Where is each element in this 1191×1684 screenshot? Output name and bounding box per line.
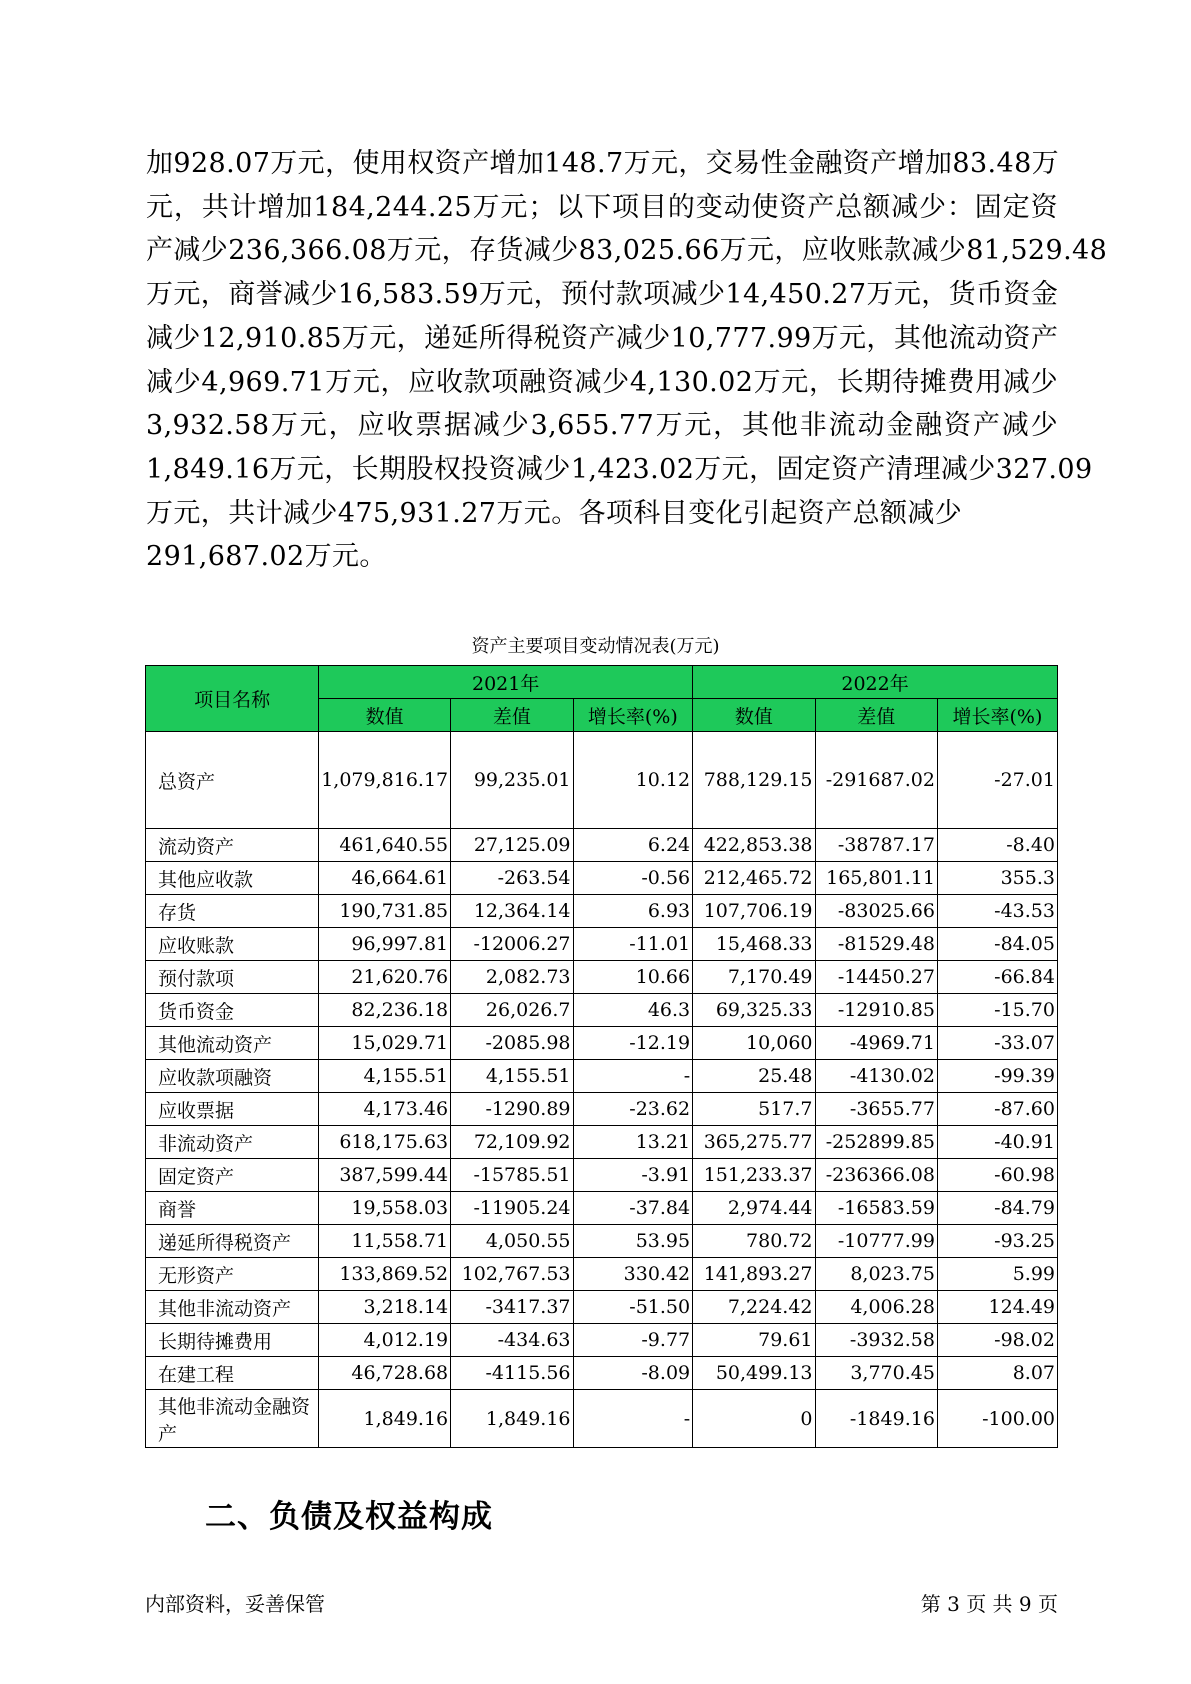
header-growth-rate: 增长率(%): [573, 699, 693, 732]
row-cell: -14450.27: [815, 961, 937, 994]
row-cell: 517.7: [693, 1093, 815, 1126]
table-row: [146, 829, 1058, 862]
row-cell: 4,012.19: [319, 1324, 451, 1357]
row-cell: -4969.71: [815, 1027, 937, 1060]
row-cell: 79.61: [693, 1324, 815, 1357]
row-cell: 10.12: [573, 732, 693, 829]
row-cell: 212,465.72: [693, 862, 815, 895]
row-cell: -87.60: [937, 1093, 1057, 1126]
row-cell: -16583.59: [815, 1192, 937, 1225]
row-cell: -93.25: [937, 1225, 1057, 1258]
row-cell: -40.91: [937, 1126, 1057, 1159]
row-cell: 99,235.01: [451, 732, 573, 829]
table-row: [146, 1357, 1058, 1390]
row-cell: -8.09: [573, 1357, 693, 1390]
row-item-name: 其他应收款: [146, 862, 319, 895]
body-paragraph: [146, 142, 1108, 579]
row-cell: 15,029.71: [319, 1027, 451, 1060]
paragraph-line: 万元，商誉减少16,583.59万元，预付款项减少14,450.27万元，货币资金: [146, 279, 1059, 311]
row-cell: 1,849.16: [451, 1390, 573, 1448]
row-item-name: 应收款项融资: [146, 1060, 319, 1093]
row-cell: 19,558.03: [319, 1192, 451, 1225]
table-body: [146, 732, 1058, 1448]
row-item-name: 固定资产: [146, 1159, 319, 1192]
row-item-name: 存货: [146, 895, 319, 928]
row-cell: 3,218.14: [319, 1291, 451, 1324]
table-row: [146, 1324, 1058, 1357]
row-item-name: 总资产: [146, 732, 319, 829]
paragraph-line: 1,849.16万元，长期股权投资减少1,423.02万元，固定资产清理减少327.09: [146, 453, 1093, 485]
row-cell: -10777.99: [815, 1225, 937, 1258]
paragraph-line: 291,687.02万元。: [146, 541, 387, 573]
asset-changes-table: [145, 665, 1058, 1448]
row-cell: 6.24: [573, 829, 693, 862]
paragraph-line: 3,932.58万元，应收票据减少3,655.77万元，其他非流动金融资产减少: [146, 410, 1058, 442]
row-cell: 4,173.46: [319, 1093, 451, 1126]
row-item-name: 非流动资产: [146, 1126, 319, 1159]
row-cell: -66.84: [937, 961, 1057, 994]
row-cell: -99.39: [937, 1060, 1057, 1093]
row-cell: 330.42: [573, 1258, 693, 1291]
row-cell: 3,770.45: [815, 1357, 937, 1390]
row-cell: 190,731.85: [319, 895, 451, 928]
row-cell: -3417.37: [451, 1291, 573, 1324]
row-cell: -4115.56: [451, 1357, 573, 1390]
row-cell: 355.3: [937, 862, 1057, 895]
header-value: 数值: [693, 699, 815, 732]
header-difference: 差值: [815, 699, 937, 732]
row-cell: 1,849.16: [319, 1390, 451, 1448]
row-cell: 4,155.51: [319, 1060, 451, 1093]
row-cell: 25.48: [693, 1060, 815, 1093]
row-item-name: 无形资产: [146, 1258, 319, 1291]
row-cell: -23.62: [573, 1093, 693, 1126]
row-cell: -100.00: [937, 1390, 1057, 1448]
row-cell: -4130.02: [815, 1060, 937, 1093]
row-cell: 15,468.33: [693, 928, 815, 961]
row-cell: -3932.58: [815, 1324, 937, 1357]
row-cell: 7,170.49: [693, 961, 815, 994]
table-row: [146, 994, 1058, 1027]
table-row: [146, 961, 1058, 994]
paragraph-line: 万元，共计减少475,931.27万元。各项科目变化引起资产总额减少: [146, 497, 963, 529]
row-cell: 82,236.18: [319, 994, 451, 1027]
paragraph-line: 加928.07万元，使用权资产增加148.7万元，交易性金融资产增加83.48万: [146, 148, 1060, 179]
row-cell: -38787.17: [815, 829, 937, 862]
row-item-name: 递延所得税资产: [146, 1225, 319, 1258]
row-item-name: 其他流动资产: [146, 1027, 319, 1060]
table-row: [146, 895, 1058, 928]
row-cell: 6.93: [573, 895, 693, 928]
row-cell: -81529.48: [815, 928, 937, 961]
row-cell: 46.3: [573, 994, 693, 1027]
row-cell: -: [573, 1390, 693, 1448]
table-row: [146, 732, 1058, 829]
row-cell: 96,997.81: [319, 928, 451, 961]
paragraph-line: 减少4,969.71万元，应收款项融资减少4,130.02万元，长期待摊费用减少: [146, 366, 1058, 398]
row-cell: -15785.51: [451, 1159, 573, 1192]
row-cell: -37.84: [573, 1192, 693, 1225]
row-cell: 10,060: [693, 1027, 815, 1060]
row-cell: 46,728.68: [319, 1357, 451, 1390]
table-row: [146, 1225, 1058, 1258]
table-row: [146, 1258, 1058, 1291]
row-item-name: 商誉: [146, 1192, 319, 1225]
row-item-name: 预付款项: [146, 961, 319, 994]
row-cell: 8.07: [937, 1357, 1057, 1390]
table-row: [146, 1060, 1058, 1093]
row-cell: 102,767.53: [451, 1258, 573, 1291]
row-cell: -3655.77: [815, 1093, 937, 1126]
row-cell: 2,082.73: [451, 961, 573, 994]
row-item-name: 其他非流动资产: [146, 1291, 319, 1324]
row-cell: -252899.85: [815, 1126, 937, 1159]
row-cell: -11.01: [573, 928, 693, 961]
row-cell: 461,640.55: [319, 829, 451, 862]
row-item-name: 货币资金: [146, 994, 319, 1027]
row-cell: -236366.08: [815, 1159, 937, 1192]
row-cell: 72,109.92: [451, 1126, 573, 1159]
row-cell: -84.05: [937, 928, 1057, 961]
row-item-name: 在建工程: [146, 1357, 319, 1390]
table-row: [146, 1093, 1058, 1126]
row-cell: 4,050.55: [451, 1225, 573, 1258]
row-cell: 8,023.75: [815, 1258, 937, 1291]
table-row: [146, 1192, 1058, 1225]
header-year-2021: 2021年: [319, 666, 693, 699]
row-cell: 124.49: [937, 1291, 1057, 1324]
row-cell: -291687.02: [815, 732, 937, 829]
section-heading: 二、负债及权益构成: [205, 1499, 493, 1535]
row-cell: 365,275.77: [693, 1126, 815, 1159]
table-row: [146, 1291, 1058, 1324]
table-row: [146, 928, 1058, 961]
row-cell: 151,233.37: [693, 1159, 815, 1192]
row-cell: -1290.89: [451, 1093, 573, 1126]
paragraph-line: 产减少236,366.08万元，存货减少83,025.66万元，应收账款减少81,529.48: [146, 235, 1108, 267]
row-cell: 21,620.76: [319, 961, 451, 994]
table-row: [146, 1159, 1058, 1192]
table-row: [146, 1390, 1058, 1448]
row-cell: -12006.27: [451, 928, 573, 961]
row-cell: 780.72: [693, 1225, 815, 1258]
row-cell: -12.19: [573, 1027, 693, 1060]
row-cell: -11905.24: [451, 1192, 573, 1225]
table-caption: 资产主要项目变动情况表(万元): [471, 636, 720, 657]
row-cell: -98.02: [937, 1324, 1057, 1357]
row-cell: 2,974.44: [693, 1192, 815, 1225]
row-cell: 107,706.19: [693, 895, 815, 928]
row-item-name: 流动资产: [146, 829, 319, 862]
table-row: [146, 1027, 1058, 1060]
row-cell: 788,129.15: [693, 732, 815, 829]
row-cell: 5.99: [937, 1258, 1057, 1291]
row-cell: -1849.16: [815, 1390, 937, 1448]
row-cell: -83025.66: [815, 895, 937, 928]
paragraph-line: 元，共计增加184,244.25万元；以下项目的变动使资产总额减少：固定资: [146, 191, 1058, 223]
row-cell: -84.79: [937, 1192, 1057, 1225]
table-row: [146, 1126, 1058, 1159]
row-cell: 13.21: [573, 1126, 693, 1159]
row-cell: 387,599.44: [319, 1159, 451, 1192]
row-cell: 69,325.33: [693, 994, 815, 1027]
header-year-2022: 2022年: [693, 666, 1058, 699]
row-cell: 10.66: [573, 961, 693, 994]
row-cell: -2085.98: [451, 1027, 573, 1060]
row-cell: 7,224.42: [693, 1291, 815, 1324]
header-difference: 差值: [451, 699, 573, 732]
row-cell: 27,125.09: [451, 829, 573, 862]
footer-confidential-note: 内部资料，妥善保管: [145, 1592, 325, 1616]
row-cell: -15.70: [937, 994, 1057, 1027]
row-cell: 11,558.71: [319, 1225, 451, 1258]
row-cell: -12910.85: [815, 994, 937, 1027]
row-item-name: 应收票据: [146, 1093, 319, 1126]
row-cell: -33.07: [937, 1027, 1057, 1060]
row-cell: -263.54: [451, 862, 573, 895]
header-value: 数值: [319, 699, 451, 732]
row-cell: -51.50: [573, 1291, 693, 1324]
row-cell: -434.63: [451, 1324, 573, 1357]
footer-page-number: 第 3 页 共 9 页: [920, 1592, 1058, 1616]
row-cell: -: [573, 1060, 693, 1093]
row-item-name: 长期待摊费用: [146, 1324, 319, 1357]
row-item-name: 应收账款: [146, 928, 319, 961]
row-cell: -27.01: [937, 732, 1057, 829]
row-cell: 4,155.51: [451, 1060, 573, 1093]
row-cell: -60.98: [937, 1159, 1057, 1192]
row-cell: -0.56: [573, 862, 693, 895]
row-cell: 12,364.14: [451, 895, 573, 928]
row-cell: 50,499.13: [693, 1357, 815, 1390]
row-cell: 133,869.52: [319, 1258, 451, 1291]
table-row: [146, 862, 1058, 895]
row-cell: 53.95: [573, 1225, 693, 1258]
row-cell: 1,079,816.17: [319, 732, 451, 829]
row-cell: 4,006.28: [815, 1291, 937, 1324]
row-cell: 0: [693, 1390, 815, 1448]
row-cell: -9.77: [573, 1324, 693, 1357]
header-item-name: 项目名称: [146, 666, 319, 732]
row-cell: 141,893.27: [693, 1258, 815, 1291]
header-growth-rate: 增长率(%): [937, 699, 1057, 732]
row-cell: -3.91: [573, 1159, 693, 1192]
row-cell: -8.40: [937, 829, 1057, 862]
row-cell: 618,175.63: [319, 1126, 451, 1159]
row-cell: -43.53: [937, 895, 1057, 928]
row-cell: 422,853.38: [693, 829, 815, 862]
row-cell: 26,026.7: [451, 994, 573, 1027]
row-cell: 46,664.61: [319, 862, 451, 895]
row-item-name: 其他非流动金融资产: [146, 1390, 319, 1448]
row-cell: 165,801.11: [815, 862, 937, 895]
paragraph-line: 减少12,910.85万元，递延所得税资产减少10,777.99万元，其他流动资产: [146, 322, 1059, 354]
